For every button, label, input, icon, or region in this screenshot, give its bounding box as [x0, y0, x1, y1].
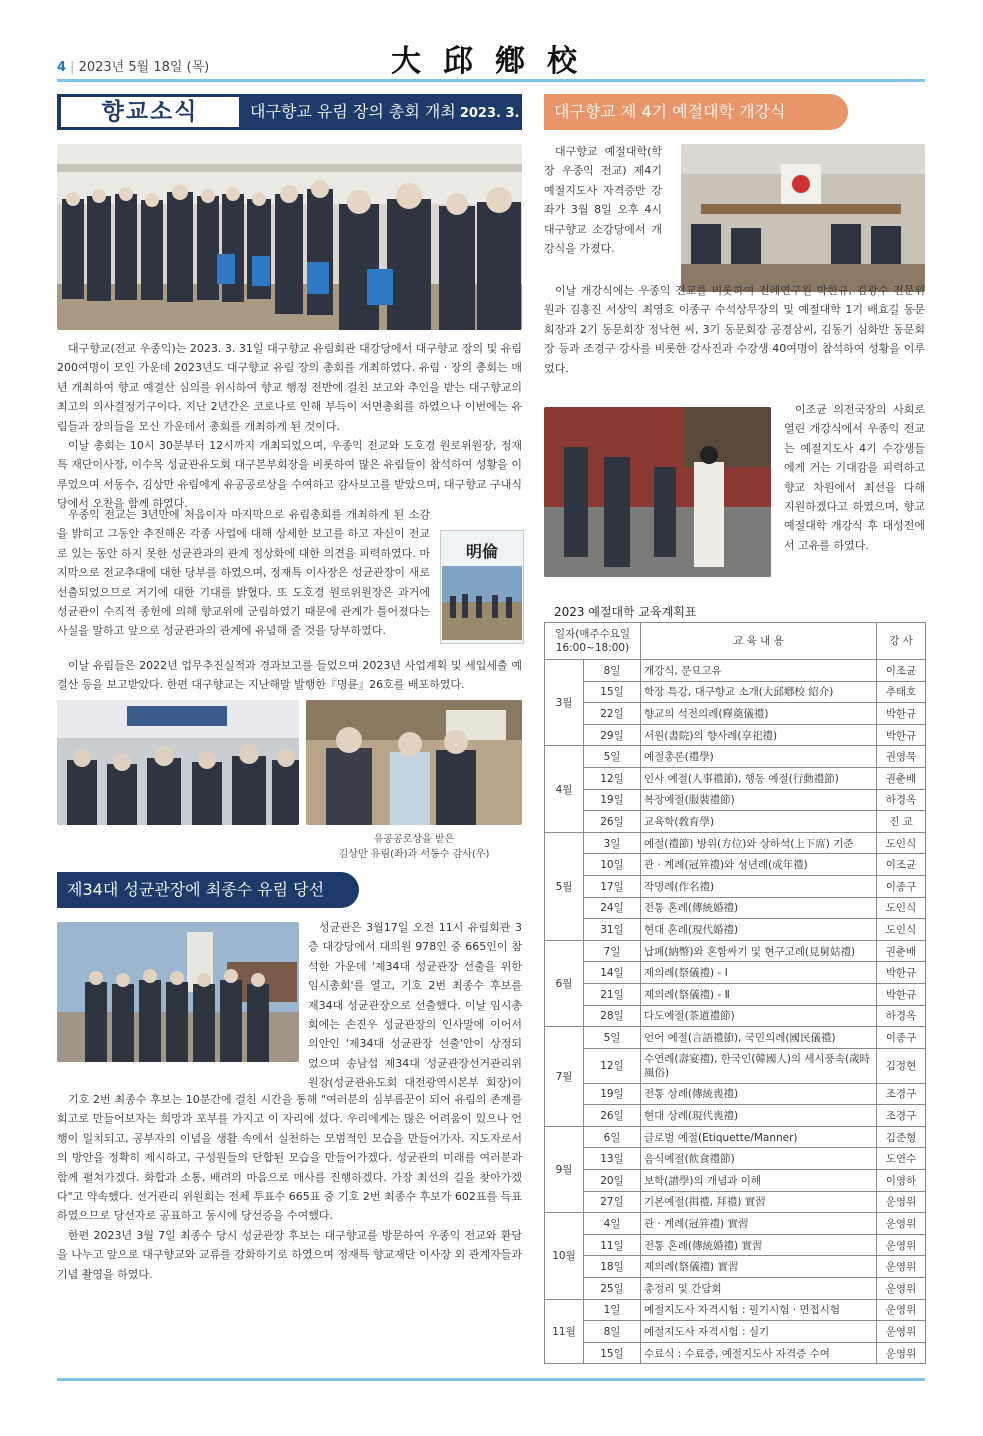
table-row: 15일 수료식 : 수료증, 예절지도사 자격증 수여 운영위 [545, 1342, 926, 1364]
table-row: 19일 복장예절(服裝禮節) 하경옥 [545, 789, 926, 811]
month-cell: 9월 [545, 1126, 584, 1212]
newspaper-title: 大邱鄕校 [391, 44, 599, 79]
schedule-header-row [545, 623, 926, 660]
second-section-header [57, 872, 359, 908]
schedule-title: 2023 예절대학 교육계획표 [554, 605, 697, 619]
top-rule [57, 79, 925, 82]
month-cell: 4월 [545, 746, 584, 832]
month-cell: 11월 [545, 1299, 584, 1364]
right-article-body-1: 대구향교 예절대학(학장 우종익 전교) 제4기 예절지도사 자격증반 강좌가 3월 8일 오후 4시 대구향교 소강당에서 개강식을 가졌다. [544, 145, 662, 256]
table-row: 3월 8일 개강식, 문묘고유 이조균 [545, 660, 926, 682]
table-row: 22일 향교의 석전의례(釋奠儀禮) 박한규 [545, 703, 926, 725]
issue-date: 4 | 2023년 5월 18일 (목) [57, 60, 210, 75]
second-article-body-1: 성균관은 3월17일 오전 11시 유림회관 3층 대강당에서 대의원 978인 중 665인이 참석한 가운데 '제34대 성균관장 선출을 위한 임시총회'를 열고, 기호 2번 최종수 후보를 제34대 성균관장으로 선출했다. 이날 임시총회에는 손진우 성균관장의 인사말에 이어서 의안인 '제34대 성균관장 선출'안이 상정되었으며 송남섭 제34대 성균관장선거관리위원장(성균관유도회 대전광역시본부 회장)이 [308, 921, 522, 1090]
month-cell: 5월 [545, 832, 584, 940]
table-row: 8일 예절지도사 자격시험 : 실기 운영위 [545, 1321, 926, 1343]
second-article-title: 제34대 성균관장에 최종수 유림 당선 [67, 880, 325, 899]
table-row: 25일 총정리 및 간담회 운영위 [545, 1278, 926, 1300]
table-row: 11일 전통 혼례(傳統婚禮) 實習 운영위 [545, 1234, 926, 1256]
table-row: 6월 7일 납폐(納幣)와 혼함싸기 및 현구고례(見舅姑禮) 권춘배 [545, 940, 926, 962]
table-row: 12일 수연례(壽宴禮), 한국인(韓國人)의 세시풍속(歲時風俗) 김정현 [545, 1048, 926, 1083]
table-row: 9월 6일 글로벌 예절(Etiquette/Manner) 김준형 [545, 1126, 926, 1148]
table-row: 18일 제의례(祭儀禮) 實習 운영위 [545, 1256, 926, 1278]
table-row: 20일 보학(譜學)의 개념과 이해 이영하 [545, 1170, 926, 1192]
left-article-title: 대구향교 유림 장의 총회 개최 2023. 3. [250, 94, 522, 130]
month-cell: 7월 [545, 1027, 584, 1127]
section-tag: 향교소식 [61, 97, 239, 127]
table-row: 13일 음식예절(飮食禮節) 도연수 [545, 1148, 926, 1170]
table-row: 26일 현대 상례(現代喪禮) 조경구 [545, 1105, 926, 1127]
assembly-photo [57, 144, 522, 330]
second-article-body-2: 기호 2번 최종수 후보는 10분간에 걸친 시간을 통해 "여러분의 심부름꾼이 되어 유림의 존재를 회고로 만들어보자는 희망과 포부를 가지고 이 자리에 섰다. 우리에게는 많은 어려움이 있으나 언행이 일치되고, 공부자의 이념을 생활 속에서 실천하는 모범적인 모습을 만들어가자. 지도자로서의 방안을 정확히 제시하고, 구성원들의 단합된 모습을 만들어가겠다. 성균관의 미래를 여러분과 함께 펼쳐가겠다. 화합과 소통, 배려의 마음으로 매사를 진행하겠다. 가장 최선의 길을 찾아가겠다"고 약속했다. 선거관리 위원회는 전체 투표수 665표 중 기호 2번 최종수 후보가 602표를 득표하였으므로 당선자로 공표하고 동시에 당선증을 수여했다. 한편 2023년 3월 7일 최종수 당시 성균관장 후보는 대구향교를 방문하여 우종익 전교와 환담을 나누고 앞으로 대구향교와 교류를 강화하기로 하였으며 정재특 향교재단 이사장 외 관계자들과 기념 촬영을 하였다. [57, 1093, 522, 1281]
table-row: 29일 서원(書院)의 향사례(享祀禮) 박한규 [545, 724, 926, 746]
table-row: 31일 현대 혼례(現代婚禮) 도인식 [545, 919, 926, 941]
table-row: 10월 4일 관 · 계례(冠笄禮) 實習 운영위 [545, 1213, 926, 1235]
table-row: 21일 제의례(祭儀禮) - Ⅱ 박한규 [545, 983, 926, 1005]
page-number: 4 [57, 60, 67, 75]
month-cell: 6월 [545, 940, 584, 1026]
bottom-rule [57, 1378, 925, 1381]
table-row: 10일 관 · 계례(冠笄禮)와 성년례(成年禮) 이조균 [545, 854, 926, 876]
lecture-hall-photo [681, 144, 925, 292]
schedule-table [544, 622, 926, 1364]
table-row: 26일 교육학(敎育學) 진 교 [545, 811, 926, 833]
right-article-body-3: 이조균 의전국장의 사회로 열린 개강식에서 우종익 전교는 예절지도사 4기 수강생들에게 거는 기대감을 피력하고 향교 차원에서 최선을 다해 지원하겠다고 하였으며, 향교 예절대학 개강식 후 대성전에서 고유를 하였다. [784, 403, 925, 552]
table-row: 27일 기본예절(揖禮, 拜禮) 實習 운영위 [545, 1191, 926, 1213]
left-section-header [57, 94, 522, 130]
month-cell: 3월 [545, 660, 584, 746]
table-row: 11월 1일 예절지도사 자격시험 : 필기시험 · 면접시험 운영위 [545, 1299, 926, 1321]
right-article-title: 대구향교 제 4기 예절대학 개강식 [554, 102, 786, 121]
left-article-date: 2023. 3. [459, 106, 520, 121]
month-cell: 10월 [545, 1213, 584, 1299]
table-row: 19일 전통 상례(傳統喪禮) 조경구 [545, 1083, 926, 1105]
table-row: 12일 인사 예절(人事禮節), 행동 예절(行動禮節) 권춘배 [545, 767, 926, 789]
table-row: 24일 전통 혼례(傳統婚禮) 도인식 [545, 897, 926, 919]
table-row: 4월 5일 예절총론(禮學) 권영묵 [545, 746, 926, 768]
ceremony-photo [544, 407, 771, 577]
left-article-body-1: 대구향교(전교 우종익)는 2023. 3. 31일 대구향교 유림회관 대강당에서 대구향교 장의 및 유림 200여명이 모인 가운데 2023년도 대구향교 유림 장의 총회를 개최하였다. 유림 · 장의 총회는 매년 개최하여 향교 예결산 심의를 위시하여 향교 행정 전반에 걸친 보고와 추인을 받는 대구향교의 최고의 의사결정기구이다. 지난 2년간은 코로나로 인해 부득이 서면총회를 하였으나 이번에는 유림들과 장의들을 모신 가운데서 총회를 개최하게 된 것이다. 이날 총회는 10시 30분부터 12시까지 개최되었으며, 우종익 전교와 도호경 원로위원장, 정재특 재단이사장, 이수목 성균관유도회 대구본부회장을 비롯하여 많은 유림들이 참석하여 성황을 이루었으며 서동수, 김상만 유림에게 유공공로상을 수여하고 감사보고를 받았으며, 대구향교 구내식당에서 오찬을 함께 하였다. [57, 342, 522, 511]
meeting-photo [57, 700, 299, 825]
table-row: 14일 제의례(祭儀禮) - Ⅰ 박한규 [545, 962, 926, 984]
header-date: 일자(매주수요일 16:00~18:00) [545, 623, 641, 660]
left-article-body-2: 우종익 전교는 3년만에 처음이자 마지막으로 유림총회를 개최하게 된 소감을 밝히고 그동안 추진해온 각종 사업에 대해 상세한 보고를 하고 자신이 전교로 있는 동안 하지 못한 성균관과의 관계 정상화에 대한 의견을 피력하였다. 마지막으로 전교추대에 대한 당부를 하였으며, 정재특 이사장은 성균관장이 새로 선출되었으므로 거기에 대한 기대를 밝혔다. 또 도호경 원로위원장은 과거에 성균관이 수직적 종헌에 의해 향교위에 군림하였기 때문에 관계가 틀어졌다는 사실을 말하고 앞으로 성균관과의 관계에 유념해 줄 것을 당부하였다. [57, 508, 430, 638]
table-row: 17일 작명례(作名禮) 이종구 [545, 875, 926, 897]
table-row: 28일 다도예절(茶道禮節) 하경옥 [545, 1005, 926, 1027]
left-article-body-3: 이날 유림들은 2022년 업무추진실적과 경과보고를 들었으며 2023년 사업계획 및 세입세출 예결산 등을 보고받았다. 한편 대구향교는 지난해말 발행한『명륜』26호를 배포하였다. [57, 659, 522, 692]
group-photo [57, 922, 299, 1062]
right-article-body-2: 이날 개강식에는 우종익 전교를 비롯하여 전례연구원 박한규, 김광수 전문위원과 김홍진 서상익 최영호 이종구 수석상무장의 및 예절대학 1기 배효길 동문회장과 2기 동문회장 정낙현 씨, 3기 동문회장 공경삼씨, 김동기 심화반 동문회장 등과 조경구 강사를 비롯한 강사진과 수강생 40여명이 참석하여 성황을 이루었다. [544, 284, 925, 375]
right-section-header [544, 94, 848, 130]
award-photo [306, 700, 522, 825]
table-row: 15일 학장 특강, 대구향교 소개(大邱鄕校 紹介) 추태호 [545, 681, 926, 703]
date-text: 2023년 5월 18일 (목) [78, 60, 210, 75]
table-row: 5월 3일 예절(禮節) 방위(方位)와 상하석(上下席) 기준 도인식 [545, 832, 926, 854]
header-lecturer: 강 사 [877, 623, 926, 660]
header-content: 교 육 내 용 [641, 623, 877, 660]
table-row: 7월 5일 언어 예절(言語禮節), 국민의례(國民儀禮) 이종구 [545, 1027, 926, 1049]
award-photo-caption: 유공공로상을 받은 김상만 유림(좌)과 서동수 감사(우) [338, 834, 490, 860]
myeongnyun-book-cover: 明倫 [440, 530, 524, 644]
